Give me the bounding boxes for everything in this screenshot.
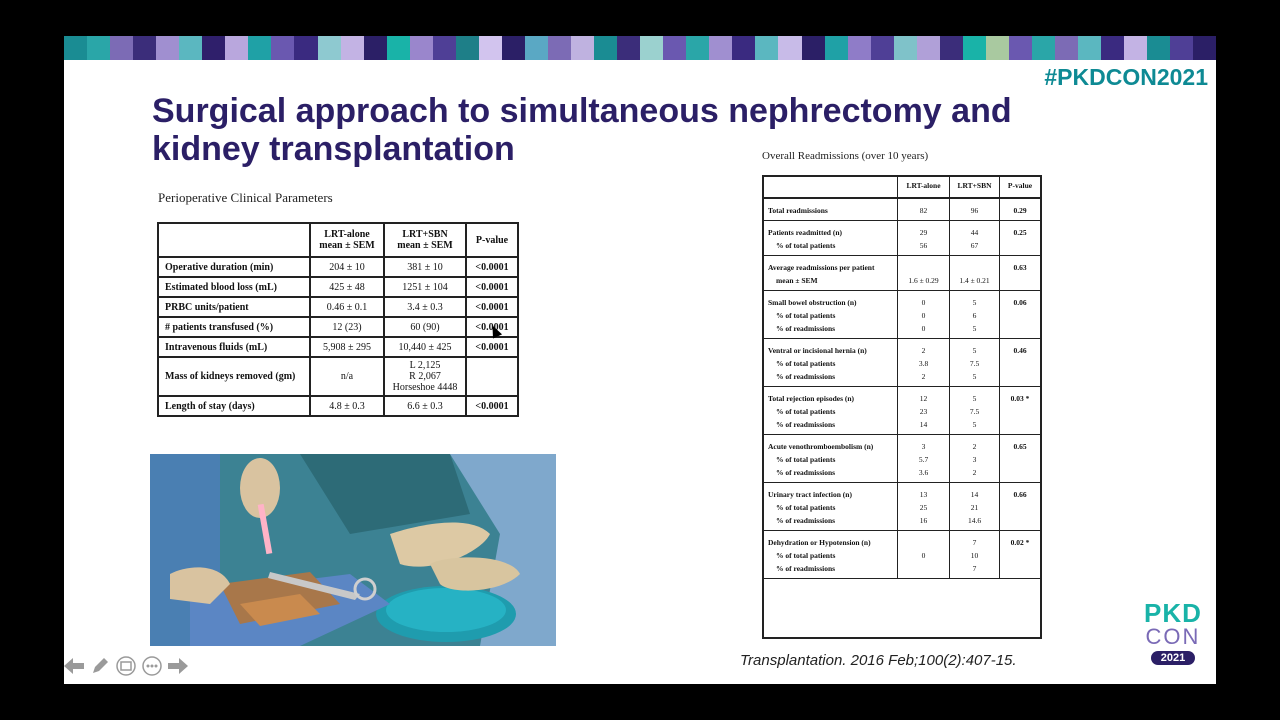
readmissions-header-cell: LRT-alone [898,177,950,199]
readmissions-cell: 2 [950,466,1000,483]
readmissions-cell [1000,405,1040,418]
stripe-block [341,36,364,60]
stripe-block [963,36,986,60]
stripe-block [318,36,341,60]
readmissions-cell [1000,357,1040,370]
stripe-block [1078,36,1101,60]
stripe-block [917,36,940,60]
readmissions-cell: 5 [950,418,1000,435]
stripe-block [617,36,640,60]
readmissions-cell: 96 [950,199,1000,221]
readmissions-cell: % of total patients [764,549,898,562]
readmissions-cell: % of total patients [764,453,898,466]
clinical-cell: 1251 ± 104 [384,277,466,297]
table-header-row [158,223,518,257]
stripe-block [87,36,110,60]
readmissions-cell: 2 [950,435,1000,453]
slides-overview-icon[interactable] [116,656,136,676]
readmissions-cell: 5 [950,339,1000,357]
clinical-header-cell [158,223,310,257]
readmissions-cell: 7 [950,531,1000,549]
readmissions-cell: 14 [898,418,950,435]
readmissions-cell: 7 [950,562,1000,579]
slide-title [152,92,1152,168]
readmissions-cell: 0.03 * [1010,394,1030,403]
clinical-cell: 381 ± 10 [384,257,466,277]
readmissions-cell [898,562,950,579]
pkdcon-logo [1138,600,1208,666]
stripe-block [755,36,778,60]
clinical-cell: <0.0001 [466,277,518,297]
readmissions-cell: % of readmissions [764,322,898,339]
logo-year: 2021 [1151,651,1195,665]
readmissions-cell: 14.6 [950,514,1000,531]
readmissions-cell: % of total patients [764,405,898,418]
readmissions-cell: % of readmissions [764,466,898,483]
readmissions-cell: % of readmissions [764,562,898,579]
readmissions-cell [1000,514,1040,531]
title-line-2: kidney transplantation [152,130,515,168]
next-slide-arrow-icon[interactable] [168,656,188,676]
readmissions-cell: % of total patients [764,357,898,370]
clinical-cell: n/a [310,357,384,396]
table-row [158,297,518,317]
readmissions-cell: Patients readmitted (n) [764,221,898,239]
readmissions-cell [950,256,1000,274]
stripe-block [456,36,479,60]
readmissions-cell: 7.5 [950,405,1000,418]
readmissions-cell: Total rejection episodes (n) [764,387,898,405]
readmissions-cell: 5 [950,291,1000,309]
stripe-block [1055,36,1078,60]
stripe-block [894,36,917,60]
readmissions-cell: 56 [898,239,950,256]
readmissions-cell: 1.4 ± 0.21 [950,274,1000,291]
readmissions-cell: mean ± SEM [764,274,898,291]
readmissions-cell: % of total patients [764,309,898,322]
readmissions-cell: 0.29 [1000,199,1040,221]
stripe-block [387,36,410,60]
stripe-block [1009,36,1032,60]
stripe-block [709,36,732,60]
clinical-cell: Mass of kidneys removed (gm) [158,357,310,396]
readmissions-cell [898,256,950,274]
clinical-cell: Estimated blood loss (mL) [158,277,310,297]
clinical-cell: 10,440 ± 425 [384,337,466,357]
stripe-block [410,36,433,60]
pen-tool-icon[interactable] [90,656,110,676]
more-options-icon[interactable] [142,656,162,676]
logo-con: CON [1145,624,1201,649]
clinical-cell: <0.0001 [466,396,518,416]
clinical-header-cell: P-value [466,223,518,257]
readmissions-cell: 16 [898,514,950,531]
readmissions-cell: 5 [950,370,1000,387]
stripe-block [640,36,663,60]
readmissions-cell [1000,418,1040,435]
clinical-cell: 60 (90) [384,317,466,337]
readmissions-cell: 5 [950,322,1000,339]
readmissions-cell [898,531,950,549]
stripe-block [825,36,848,60]
readmissions-cell: 0.65 [1013,442,1027,451]
readmissions-cell: 44 [950,221,1000,239]
readmissions-cell: 21 [950,501,1000,514]
clinical-cell: # patients transfused (%) [158,317,310,337]
readmissions-cell: 6 [950,309,1000,322]
readmissions-cell: 25 [898,501,950,514]
clinical-cell: <0.0001 [466,337,518,357]
readmissions-cell [1000,453,1040,466]
readmissions-cell: 23 [898,405,950,418]
clinical-cell: PRBC units/patient [158,297,310,317]
readmissions-cell: 82 [898,199,950,221]
stripe-block [1032,36,1055,60]
clinical-cell: 425 ± 48 [310,277,384,297]
readmissions-cell: 1.6 ± 0.29 [898,274,950,291]
readmissions-cell: 5.7 [898,453,950,466]
stripe-block [548,36,571,60]
readmissions-cell: % of readmissions [764,418,898,435]
readmissions-cell: 2 [898,339,950,357]
readmissions-cell: 13 [898,483,950,501]
readmissions-cell: 29 [898,221,950,239]
stripe-block [778,36,801,60]
stripe-block [871,36,894,60]
stripe-block [502,36,525,60]
stripe-block [271,36,294,60]
readmissions-cell [1000,562,1040,579]
citation: Transplantation. 2016 Feb;100(2):407-15. [740,652,1017,669]
readmissions-header-cell [764,177,898,199]
readmissions-cell: 0.02 * [1010,538,1030,547]
readmissions-cell [1000,370,1040,387]
logo-pkd: PKD [1144,598,1202,628]
clinical-cell: 0.46 ± 0.1 [310,297,384,317]
surgery-photo [150,454,556,646]
decorative-stripe [64,36,1216,60]
readmissions-caption: Overall Readmissions (over 10 years) [762,150,929,162]
clinical-cell: Operative duration (min) [158,257,310,277]
readmissions-cell: 14 [950,483,1000,501]
stripe-block [802,36,825,60]
stripe-block [525,36,548,60]
stripe-block [848,36,871,60]
stripe-block [225,36,248,60]
clinical-cell: <0.0001 [466,297,518,317]
table-row [158,257,518,277]
readmissions-cell [1000,549,1040,562]
stripe-block [940,36,963,60]
readmissions-cell: % of total patients [764,239,898,256]
readmissions-cell: 7.5 [950,357,1000,370]
clinical-cell: Length of stay (days) [158,396,310,416]
clinical-cell: 3.4 ± 0.3 [384,297,466,317]
stripe-block [64,36,87,60]
readmissions-cell: Urinary tract infection (n) [764,483,898,501]
readmissions-cell [1000,309,1040,322]
readmissions-cell: 0.63 [1013,263,1027,272]
readmissions-cell: 10 [950,549,1000,562]
readmissions-cell: Dehydration or Hypotension (n) [764,531,898,549]
clinical-cell: 6.6 ± 0.3 [384,396,466,416]
readmissions-cell: 67 [950,239,1000,256]
surgery-photo-illustration [150,454,556,646]
readmissions-cell: Total readmissions [764,199,898,221]
clinical-cell: 4.8 ± 0.3 [310,396,384,416]
clinical-cell: Intravenous fluids (mL) [158,337,310,357]
readmissions-cell: Ventral or incisional hernia (n) [764,339,898,357]
stripe-block [1147,36,1170,60]
readmissions-cell: 0.46 [1013,346,1027,355]
stripe-block [202,36,225,60]
previous-slide-arrow-icon[interactable] [64,656,84,676]
readmissions-cell: 0 [898,309,950,322]
stripe-block [571,36,594,60]
stripe-block [732,36,755,60]
hashtag: #PKDCON2021 [1044,64,1208,90]
readmissions-table [762,175,1042,639]
readmissions-cell: 0.66 [1013,490,1027,499]
readmissions-cell: 0.25 [1013,228,1027,237]
stripe-block [1193,36,1216,60]
readmissions-cell [1000,501,1040,514]
readmissions-cell [1000,239,1040,256]
readmissions-cell: % of readmissions [764,370,898,387]
stripe-block [110,36,133,60]
readmissions-cell: % of total patients [764,501,898,514]
readmissions-cell: 0 [898,322,950,339]
stripe-block [294,36,317,60]
readmissions-cell: 0 [898,549,950,562]
stripe-block [1101,36,1124,60]
readmissions-cell: Small bowel obstruction (n) [764,291,898,309]
stripe-block [133,36,156,60]
clinical-cell: 5,908 ± 295 [310,337,384,357]
readmissions-header-cell: LRT+SBN [950,177,1000,199]
readmissions-cell: Average readmissions per patient [764,256,898,274]
stripe-block [179,36,202,60]
table-row [158,337,518,357]
stripe-block [986,36,1009,60]
stripe-block [156,36,179,60]
table-row [158,357,518,396]
clinical-header-cell: LRT-alone mean ± SEM [310,223,384,257]
clinical-cell: <0.0001 [466,257,518,277]
readmissions-cell: 5 [950,387,1000,405]
stripe-block [1124,36,1147,60]
readmissions-cell: 3.6 [898,466,950,483]
clinical-cell: L 2,125 R 2,067 Horseshoe 4448 [384,357,466,396]
presentation-nav-bar [64,656,188,676]
stripe-block [433,36,456,60]
readmissions-header-cell: P-value [1000,177,1040,199]
stripe-block [594,36,617,60]
stripe-block [663,36,686,60]
stripe-block [686,36,709,60]
clinical-cell: <0.0001 [466,317,518,337]
stripe-block [248,36,271,60]
readmissions-cell: 3.8 [898,357,950,370]
readmissions-cell: 3 [898,435,950,453]
readmissions-cell [1000,466,1040,483]
table-row [158,277,518,297]
readmissions-cell [1000,322,1040,339]
clinical-table-caption: Perioperative Clinical Parameters [158,190,333,205]
table-row [158,396,518,416]
readmissions-cell: 3 [950,453,1000,466]
stripe-block [1170,36,1193,60]
clinical-header-cell: LRT+SBN mean ± SEM [384,223,466,257]
clinical-parameters-table [157,222,519,417]
readmissions-cell: 2 [898,370,950,387]
table-row [158,317,518,337]
clinical-cell: 12 (23) [310,317,384,337]
readmissions-cell: 12 [898,387,950,405]
readmissions-cell: Acute venothromboembolism (n) [764,435,898,453]
title-line-1: Surgical approach to simultaneous nephrectomy and [152,92,1012,130]
stripe-block [364,36,387,60]
readmissions-cell [1000,274,1040,291]
readmissions-cell: 0 [898,291,950,309]
slide [64,36,1216,684]
clinical-cell: 204 ± 10 [310,257,384,277]
clinical-cell [466,357,518,396]
readmissions-cell: 0.06 [1013,298,1027,307]
stripe-block [479,36,502,60]
readmissions-cell: % of readmissions [764,514,898,531]
